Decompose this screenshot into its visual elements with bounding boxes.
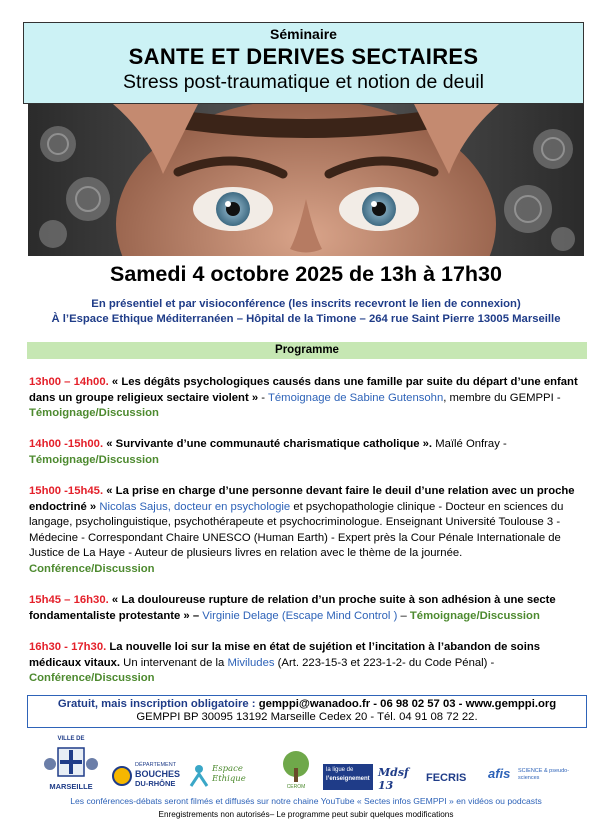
session-title: La nouvelle loi sur la mise en état de sujétion et l’incitation à l’abandon de soins médicaux vitaux. (29, 641, 541, 669)
stressed-face-illustration (28, 104, 584, 256)
tree-icon (276, 750, 316, 784)
session-sep: Un intervenant de la (120, 656, 228, 669)
logo-ligue-l1: la ligue de (326, 767, 354, 773)
logo-fecris (426, 768, 476, 790)
logo-cerom (276, 750, 316, 792)
registration-lead: Gratuit, mais inscription obligatoire : (57, 698, 256, 710)
session-type: Conférence/Discussion (29, 672, 155, 684)
session-type: Témoignage/Discussion (29, 407, 159, 419)
logo-bdr-top: DÉPARTEMENT (135, 762, 177, 768)
header-box (23, 22, 584, 104)
session-speaker: Maïlé Onfray - (435, 438, 507, 450)
session-title: « La prise en charge d’une personne devant faire le deuil d’une relation avec un proche endoctriné » (29, 485, 575, 513)
session-1 (29, 375, 589, 422)
session-5 (29, 640, 589, 687)
logo-ligue-enseignement (323, 764, 373, 790)
video-note: Les conférences-débats seront filmés et diffusés sur notre chaine YouTube « Sectes infos GEMPPI » en vidéos ou podcasts (70, 796, 542, 806)
session-sep: - (258, 391, 268, 404)
session-3 (29, 484, 589, 577)
session-time: 13h00 – 14h00. (29, 376, 109, 388)
logo-mdsf13 (378, 762, 422, 790)
session-type: Témoignage/Discussion (409, 609, 540, 622)
session-title: « Les dégâts psychologiques causés dans une famille par suite du départ d’une enfant dans un groupe religieux sectaire violent » (29, 376, 578, 404)
registration-line (28, 698, 586, 710)
session-speaker: Nicolas Sajus, docteur en psychologie (99, 500, 291, 513)
session-details: et psychopathologie clinique - Docteur en sciences du langage, psycholinguistique, psychothérapeute et psychocriminologue. Enseignant Université Toulouse 3 - Médecine - Correspondant Chaire UNESCO (Human Earth) - Expert près la Cour Pénale Internationale de Justice de La Haye - Auteur de plusieurs livres en relation avec le thème de la journée. (29, 500, 564, 559)
registration-box (27, 695, 587, 728)
postal-address: GEMPPI BP 30095 13192 Marseille Cedex 20 - Tél. 04 91 08 72 22. (136, 711, 478, 723)
session-time: 16h30 - 17h30. (29, 641, 107, 653)
seminar-kicker: Séminaire (270, 26, 337, 42)
session-speaker: Miviludes (227, 656, 275, 669)
session-2 (29, 437, 589, 468)
logo-afis (488, 766, 578, 790)
logo-ligue-l2: l’enseignement (326, 776, 370, 782)
logo-afis-sub: SCIENCE & pseudo-sciences (518, 768, 570, 781)
event-format: En présentiel et par visioconférence (les inscrits recevront le lien de connexion) (91, 298, 521, 310)
session-time: 14h00 -15h00. (29, 438, 104, 450)
logo-bdr-sub: DU-RHÔNE (135, 779, 176, 788)
partner-logos (40, 736, 580, 794)
seminar-title: SANTE ET DERIVES SECTAIRES (128, 44, 479, 69)
session-speaker: Témoignage de Sabine Gutensohn (268, 391, 444, 404)
ethique-figure-icon (188, 764, 210, 788)
session-title: « Survivante d’une communauté charismatique catholique ». (106, 438, 433, 450)
event-venue: À l’Espace Ethique Méditerranéen – Hôpital de la Timone – 264 rue Saint Pierre 13005 Marseille (51, 313, 561, 325)
logo-cerom-text: CEROM (286, 784, 306, 790)
logo-espace-ethique (188, 762, 268, 790)
session-details: (Art. 223-15-3 et 223-1-2- du Code Pénal) - (274, 656, 495, 669)
logo-bdr-main: BOUCHES (135, 769, 181, 779)
event-date: Samedi 4 octobre 2025 de 13h à 17h30 (110, 262, 502, 286)
session-4 (29, 593, 589, 624)
programme-header: Programme (27, 342, 587, 359)
session-time: 15h45 – 16h30. (29, 594, 109, 606)
logo-marseille-top: VILLE DE (57, 736, 85, 742)
logo-bouches-du-rhone (112, 762, 184, 790)
session-time: 15h00 -15h45. (29, 485, 104, 497)
logo-afis-text: afis (488, 766, 511, 781)
logo-ville-marseille (40, 736, 102, 794)
logo-ethique-text: Espace Ethique (212, 764, 246, 784)
logo-mdt-text: Mdsf 13 (378, 766, 409, 792)
session-details: – (397, 609, 410, 622)
seminar-subtitle: Stress post-traumatique et notion de deuil (123, 71, 484, 93)
session-title: « La douloureuse rupture de relation d’un proche suite à son adhésion à une secte fondamentaliste protestante » – (29, 594, 556, 622)
session-type: Témoignage/Discussion (29, 453, 159, 466)
bdr-circle-icon (112, 766, 132, 786)
session-speaker: Virginie Delage (Escape Mind Control ) (202, 609, 398, 622)
logo-marseille-bottom: MARSEILLE (49, 782, 93, 791)
registration-contact[interactable]: gemppi@wanadoo.fr - 06 98 02 57 03 - www.gemppi.org (258, 698, 557, 710)
legal-note: Enregistrements non autorisés– Le programme peut subir quelques modifications (158, 810, 454, 819)
session-type: Conférence/Discussion (29, 562, 155, 575)
session-details: , membre du GEMPPI - (443, 391, 561, 404)
logo-fecris-text: FECRIS (426, 772, 467, 784)
hero-image (28, 104, 584, 256)
